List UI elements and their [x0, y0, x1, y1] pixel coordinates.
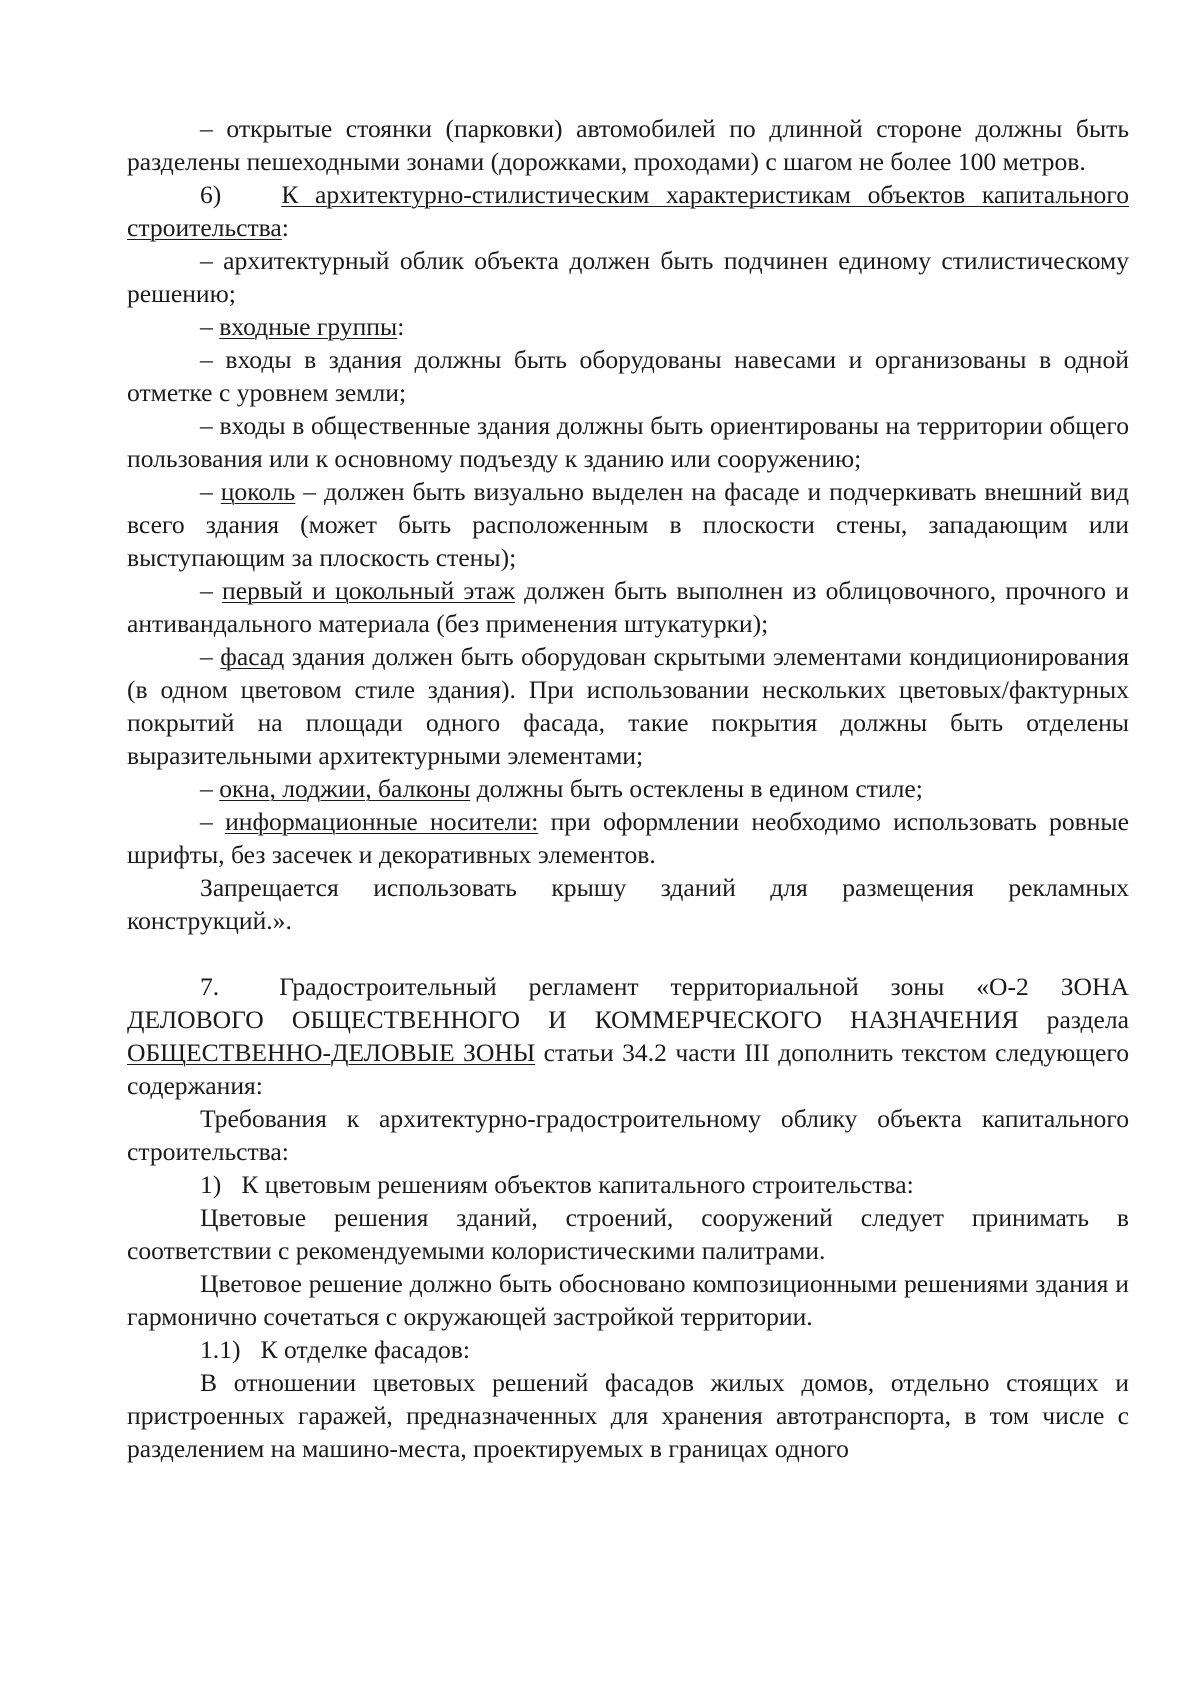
paragraph-plinth: – цоколь – должен быть визуально выделен на фасаде и подчеркивать внешний вид всего здания (может быть расположенным в плоскости стены, западающим или выступающим за плоскость стены);	[127, 477, 1129, 572]
paragraph-color-palettes: Цветовые решения зданий, строений, сооружений следует принимать в соответствии с рекомендуемыми колористическими палитрами.	[127, 1203, 1129, 1265]
paragraph-facade-finish-heading: 1.1) К отделке фасадов:	[200, 1335, 470, 1364]
paragraph-parking: – открытые стоянки (парковки) автомобилей по длинной стороне должны быть разделены пешеходными зонами (дорожками, проходами) с шагом не более 100 метров.	[127, 114, 1129, 176]
list-number: 7.	[200, 972, 220, 1001]
underlined-term: первый и цокольный этаж	[222, 576, 515, 605]
paragraph-section-7: 7. Градостроительный регламент территориальной зоны «О-2 ЗОНА ДЕЛОВОГО ОБЩЕСТВЕННОГО И КОММЕРЧЕСКОГО НАЗНАЧЕНИЯ раздела ОБЩЕСТВЕННО-ДЕЛОВЫЕ ЗОНЫ статьи 34.2 части III дополнить текстом следующего содержания:	[127, 972, 1129, 1100]
paragraph-entrances-canopies: – входы в здания должны быть оборудованы навесами и организованы в одной отметке с уровнем земли;	[127, 345, 1129, 407]
paragraph-gap	[127, 937, 1129, 970]
paragraph-requirements: Требования к архитектурно-градостроительному облику объекта капитального строительства:	[127, 1104, 1129, 1166]
underlined-term: входные группы	[219, 312, 398, 341]
paragraph-public-entrances: – входы в общественные здания должны быть ориентированы на территории общего пользования или к основному подъезду к зданию или сооружению;	[127, 411, 1129, 473]
paragraph-color-justification: Цветовое решение должно быть обосновано композиционными решениями здания и гармонично сочетаться с окружающей застройкой территории.	[127, 1269, 1129, 1331]
paragraph-section-6: 6) К архитектурно-стилистическим характеристикам объектов капитального строительства:	[127, 180, 1129, 242]
paragraph-first-floor: – первый и цокольный этаж должен быть выполнен из облицовочного, прочного и антивандального материала (без применения штукатурки);	[127, 576, 1129, 638]
paragraph-windows: – окна, лоджии, балконы должны быть остеклены в едином стиле;	[200, 774, 923, 803]
underlined-term: цоколь	[220, 477, 296, 506]
paragraph-architectural-image: – архитектурный облик объекта должен быть подчинен единому стилистическому решению;	[127, 246, 1129, 308]
paragraph-information-media: – информационные носители: при оформлении необходимо использовать ровные шрифты, без засечек и декоративных элементов.	[127, 807, 1129, 869]
paragraph-residential-facades: В отношении цветовых решений фасадов жилых домов, отдельно стоящих и пристроенных гаражей, предназначенных для хранения автотранспорта, в том числе с разделением на машино-места, проектируемых в границах одного	[127, 1368, 1129, 1463]
underlined-heading: К архитектурно-стилистическим характеристикам объектов капитального строительства	[127, 180, 1129, 242]
list-number: 1)	[200, 1170, 222, 1199]
paragraph-entrance-groups: – входные группы:	[200, 312, 405, 341]
list-number: 6)	[200, 180, 222, 209]
list-number: 1.1)	[200, 1335, 241, 1364]
paragraph-color-solutions-heading: 1) К цветовым решениям объектов капитального строительства:	[200, 1170, 914, 1199]
underlined-section-name: ОБЩЕСТВЕННО-ДЕЛОВЫЕ ЗОНЫ	[127, 1038, 536, 1067]
document-page	[127, 112, 1129, 1465]
underlined-term: окна, лоджии, балконы	[219, 774, 471, 803]
paragraph-roof-ban: Запрещается использовать крышу зданий для размещения рекламных конструкций.».	[127, 873, 1129, 935]
paragraph-facade: – фасад здания должен быть оборудован скрытыми элементами кондиционирования (в одном цветовом стиле здания). При использовании нескольких цветовых/фактурных покрытий на площади одного фасада, такие покрытия должны быть отделены выразительными архитектурными элементами;	[127, 642, 1129, 770]
underlined-term: информационные носители:	[225, 807, 539, 836]
underlined-term: фасад	[220, 642, 285, 671]
